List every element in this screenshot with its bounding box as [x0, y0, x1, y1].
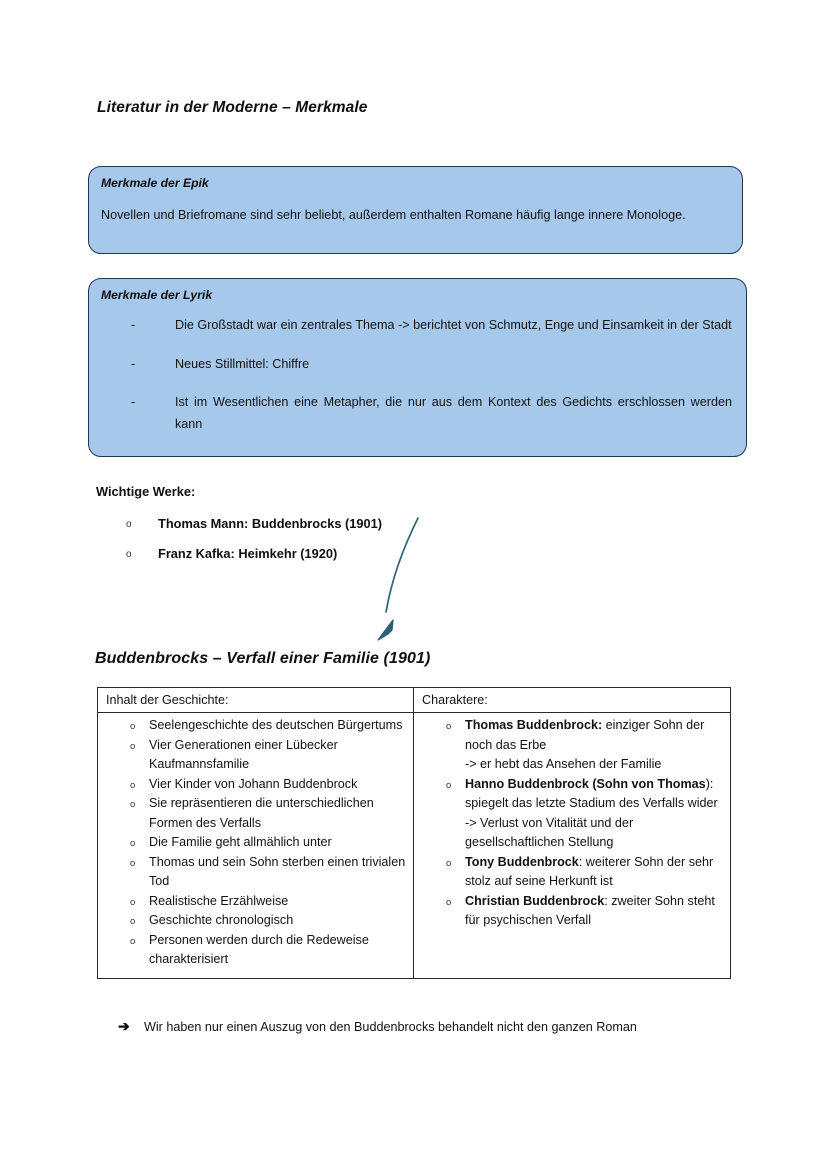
circle-bullet-icon: o — [130, 896, 136, 908]
list-item — [103, 892, 408, 912]
circle-bullet-icon: o — [126, 519, 132, 530]
character-subnote: -> er hebt das Ansehen der Familie — [465, 757, 662, 771]
character-desc: ): spiegelt das letzte Stadium des Verfalls wider — [465, 776, 718, 810]
list-item — [103, 931, 408, 970]
footnote-text: Wir haben nur einen Auszug von den Buddenbrocks behandelt nicht den ganzen Roman — [144, 1020, 637, 1034]
list-item — [103, 794, 408, 833]
list-item-text: Franz Kafka: Heimkehr (1920) — [158, 546, 338, 561]
list-item-text: Vier Kinder von Johann Buddenbrock — [149, 776, 358, 791]
character-name: Tony Buddenbrock — [465, 854, 579, 869]
list-item-text: Thomas und sein Sohn sterben einen trivialen Tod — [149, 854, 406, 888]
arrow-right-icon: ➔ — [118, 1018, 130, 1034]
list-item-text: Ist im Wesentlichen eine Metapher, die nur aus dem Kontext des Gedichts erschlossen werden kann — [175, 395, 732, 431]
callout-box-lyrik-title: Merkmale der Lyrik — [101, 288, 213, 302]
list-item — [419, 775, 725, 853]
charaktere-list — [419, 716, 725, 931]
list-item-text: Sie repräsentieren die unterschiedlichen Formen des Verfalls — [149, 796, 374, 830]
callout-box-lyrik — [88, 278, 747, 457]
table-header-row — [98, 688, 731, 713]
list-item — [126, 515, 456, 533]
buddenbrocks-table — [97, 687, 731, 979]
list-item-text: Personen werden durch die Redeweise charakterisiert — [149, 932, 369, 966]
table-cell-inhalt — [98, 713, 414, 979]
list-item-text: Die Großstadt war ein zentrales Thema -> berichtet von Schmutz, Enge und Einsamkeit in der Stadt — [175, 318, 732, 332]
callout-box-epik — [88, 166, 743, 254]
list-item — [103, 775, 408, 795]
circle-bullet-icon: o — [446, 779, 452, 791]
page-title: Literatur in der Moderne – Merkmale — [97, 99, 368, 116]
footnote — [118, 1016, 637, 1037]
circle-bullet-icon: o — [130, 916, 136, 927]
character-desc: : weiterer Sohn der sehr stolz auf seine Herkunft ist — [465, 854, 714, 888]
wichtige-werke-list — [126, 515, 456, 575]
character-desc: : zweiter Sohn steht für psychischen Verfall — [465, 893, 715, 927]
list-item — [127, 392, 732, 435]
circle-bullet-icon: o — [130, 799, 136, 810]
circle-bullet-icon: o — [130, 740, 136, 752]
inhalt-list — [103, 716, 408, 970]
circle-bullet-icon: o — [130, 935, 136, 947]
list-item — [103, 736, 408, 775]
character-name: Hanno Buddenbrock (Sohn von Thomas — [465, 776, 706, 791]
table-header-charaktere: Charaktere: — [414, 688, 731, 713]
circle-bullet-icon: o — [446, 857, 452, 869]
list-item — [127, 354, 732, 376]
callout-box-epik-title: Merkmale der Epik — [101, 176, 209, 190]
lyrik-bullet-list — [127, 315, 732, 435]
character-subnote: -> Verlust von Vitalität und der gesellschaftlichen Stellung — [465, 815, 634, 849]
dash-bullet-icon: - — [131, 395, 136, 409]
callout-box-epik-body: Novellen und Briefromane sind sehr beliebt, außerdem enthalten Romane häufig lange innere Monologe. — [101, 208, 686, 222]
list-item-text: Thomas Mann: Buddenbrocks (1901) — [158, 516, 382, 531]
list-item — [103, 911, 408, 931]
list-item — [103, 716, 408, 736]
list-item — [419, 892, 725, 931]
list-item — [103, 853, 408, 892]
list-item — [126, 545, 456, 563]
circle-bullet-icon: o — [446, 896, 452, 908]
circle-bullet-icon: o — [130, 838, 136, 849]
character-name: Thomas Buddenbrock: — [465, 718, 603, 732]
table-row — [98, 713, 731, 979]
list-item — [103, 833, 408, 853]
character-desc: einziger Sohn der noch das Erbe — [465, 718, 705, 752]
circle-bullet-icon: o — [130, 779, 136, 791]
table-cell-charaktere — [414, 713, 731, 979]
character-name: Christian Buddenbrock — [465, 893, 605, 908]
list-item-text: Realistische Erzählweise — [149, 893, 289, 908]
list-item-text: Neues Stillmittel: Chiffre — [175, 356, 310, 371]
list-item — [419, 716, 725, 775]
wichtige-werke-label: Wichtige Werke: — [96, 484, 196, 499]
dash-bullet-icon: - — [131, 318, 136, 332]
list-item — [127, 315, 732, 337]
list-item-text: Vier Generationen einer Lübecker Kaufmannsfamilie — [149, 737, 338, 771]
list-item-text: Die Familie geht allmählich unter — [149, 835, 332, 849]
list-item-text: Geschichte chronologisch — [149, 913, 294, 927]
circle-bullet-icon: o — [130, 857, 136, 869]
list-item-text: Seelengeschichte des deutschen Bürgertums — [149, 718, 403, 732]
table-header-inhalt: Inhalt der Geschichte: — [98, 688, 414, 713]
circle-bullet-icon: o — [130, 721, 136, 732]
section-title-buddenbrocks: Buddenbrocks – Verfall einer Familie (1901) — [95, 650, 431, 667]
list-item — [419, 853, 725, 892]
circle-bullet-icon: o — [446, 721, 452, 732]
circle-bullet-icon: o — [126, 549, 132, 560]
dash-bullet-icon: - — [131, 356, 136, 371]
